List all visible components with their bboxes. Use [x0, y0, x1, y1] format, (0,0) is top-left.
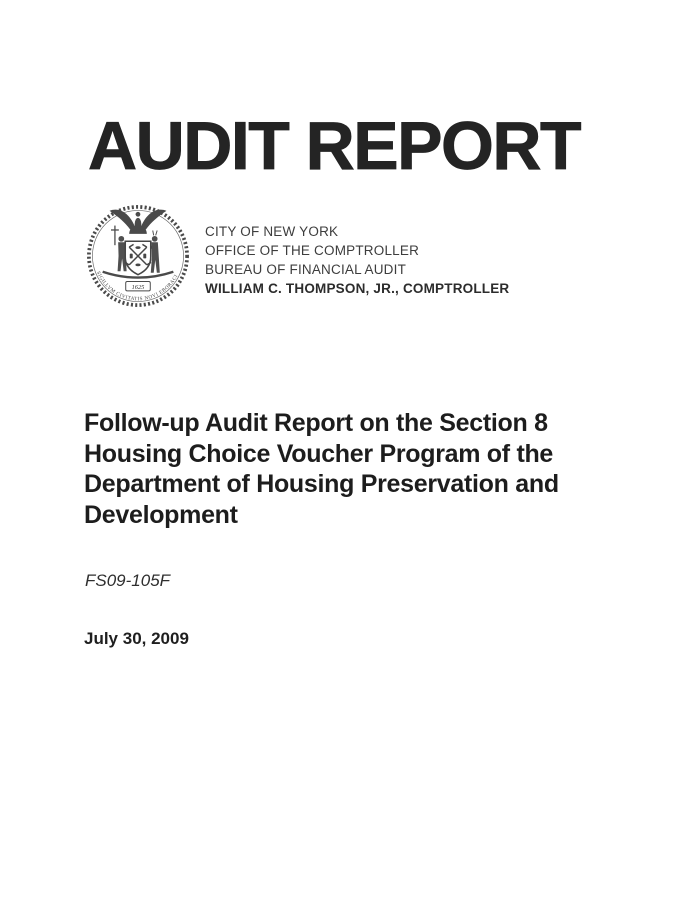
report-banner-title: AUDIT REPORT: [88, 108, 580, 184]
report-title: [84, 408, 559, 530]
seal-shield-icon: [125, 241, 151, 274]
report-title-line-3: Department of Housing Preservation and: [84, 470, 559, 498]
report-title-line-1: Follow-up Audit Report on the Section 8: [84, 409, 548, 437]
nyc-city-seal-icon: [84, 197, 192, 315]
letterhead-office-line: OFFICE OF THE COMPTROLLER: [205, 243, 420, 258]
letterhead-comptroller-line: WILLIAM C. THOMPSON, JR., COMPTROLLER: [205, 281, 510, 296]
seal-year-banner: [126, 282, 151, 291]
seal-cross-staff-icon: [111, 226, 119, 246]
letterhead-bureau-line: BUREAU OF FINANCIAL AUDIT: [205, 262, 407, 277]
seal-year-text: 1625: [131, 283, 145, 291]
report-date: July 30, 2009: [84, 629, 189, 648]
report-title-line-4: Development: [84, 500, 238, 529]
letterhead-city-line: CITY OF NEW YORK: [205, 224, 339, 239]
report-title-line-2: Housing Choice Voucher Program of the: [84, 439, 554, 468]
letterhead: [205, 222, 509, 298]
seal-motto-text: SIGILLVM CIVITATIS NOVI EBORACI: [94, 270, 180, 303]
report-number: FS09-105F: [85, 571, 171, 590]
